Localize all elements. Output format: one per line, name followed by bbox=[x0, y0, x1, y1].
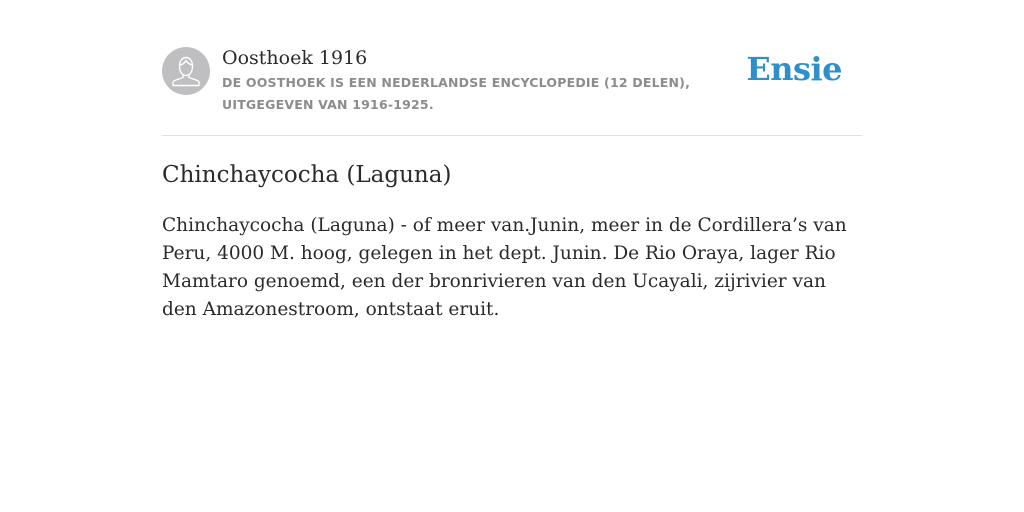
source-avatar[interactable] bbox=[162, 47, 210, 95]
entry-body: Chinchaycocha (Laguna) - of meer van.Junin, meer in de Cordillera’s van Peru, 4000 M. hoog, gelegen in het dept. Junin. De Rio Oraya, lager Rio Mamtaro genoemd, een der bronrivieren van den Ucayali, zijrivier van den Amazonestroom, ontstaat eruit. bbox=[162, 215, 847, 320]
source-header bbox=[162, 44, 862, 136]
user-avatar-icon bbox=[162, 47, 210, 95]
source-description: DE OOSTHOEK IS EEN NEDERLANDSE ENCYCLOPEDIE (12 DELEN), UITGEGEVEN VAN 1916-1925. bbox=[222, 75, 691, 112]
entry-title: Chinchaycocha (Laguna) bbox=[162, 162, 452, 188]
ensie-logo-link[interactable]: Ensie bbox=[746, 50, 842, 88]
source-title[interactable]: Oosthoek 1916 bbox=[222, 47, 368, 69]
